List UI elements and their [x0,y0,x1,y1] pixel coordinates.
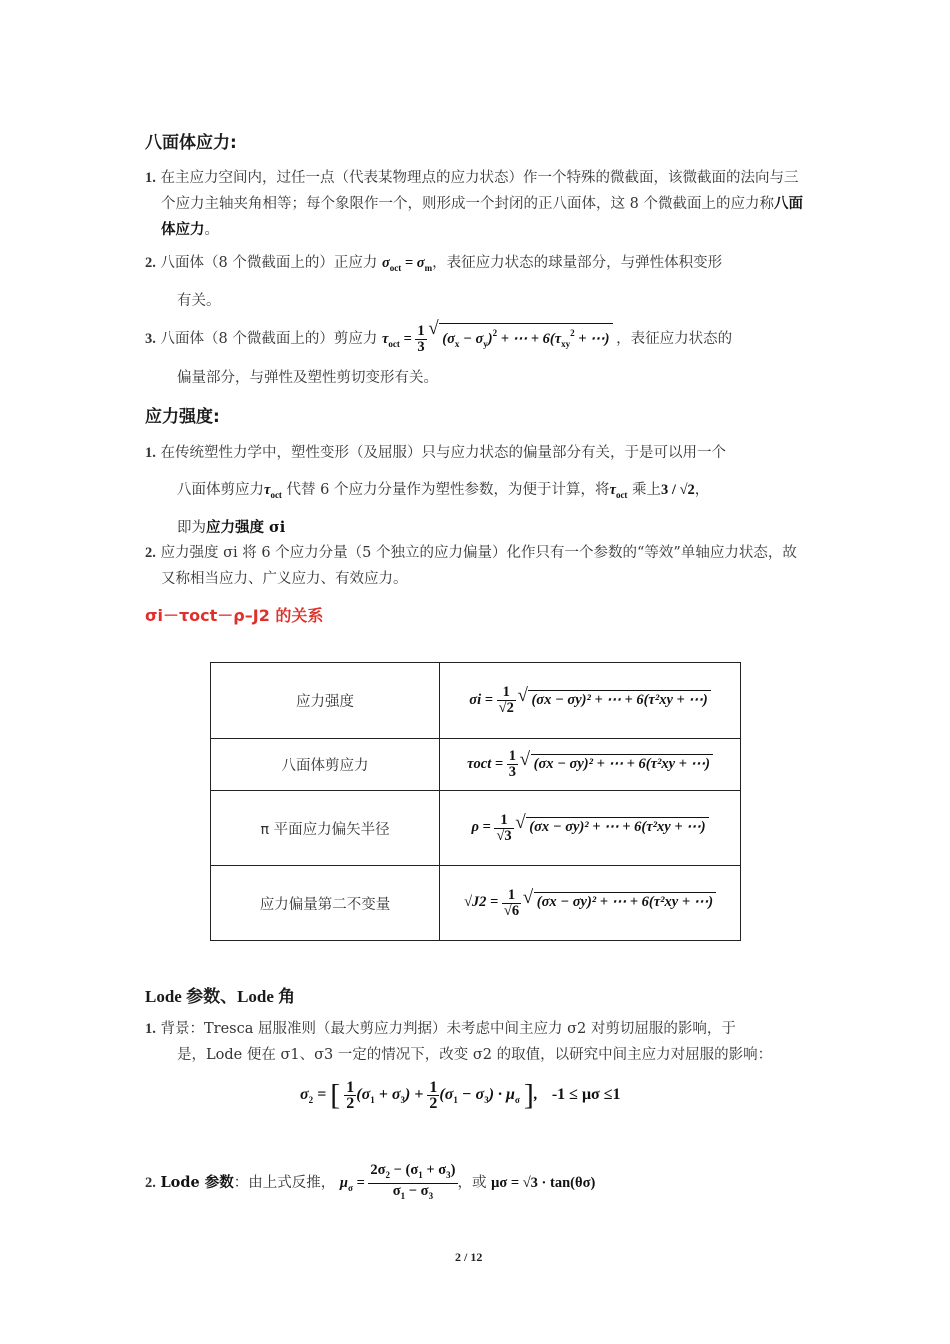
table-row [211,739,741,791]
item-text: 八面体（8 个微截面上的）剪应力 [160,331,378,347]
item-number: 1. [145,1021,156,1037]
formula-sigma2: $\sigma_2$ = [ $\frac{1}{2}$ $(\sigma_1 + \sigma_3)$ + $\frac{1}{2}$ $(\sigma_1 - \sigma_3) \cdot \mu_\sigma$ ], -1 ≤ μσ ≤1 [300,1078,621,1112]
intensity-item-2 [145,540,810,592]
row-label: 应力强度 [211,663,440,739]
octahedral-item-2 [145,250,810,281]
item-number: 3. [145,331,156,347]
coef-denominator: √3 [496,827,512,844]
intensity-item-1-line1 [145,440,810,466]
tau-oct-symbol: $\tau_{oct}$ [609,482,628,500]
radicand: √ (σx − σy)² + ⋯ + 6(τ²xy + ⋯) [528,690,710,709]
lode-item-2 [145,1163,810,1205]
octahedral-item-3-line2: 偏量部分，与弹性及塑性剪切变形有关。 [177,370,438,386]
octahedral-item-2-line2: 有关。 [177,293,221,309]
item-text: 八面体（8 个微截面上的）正应力 [160,255,378,271]
formula-lode-parameter: $\mu_\sigma$ = $\frac{2\sigma_2 - (\sigma_1 + \sigma_3)}{\sigma_1 - \sigma_3}$ [339,1162,456,1201]
intensity-item-1-line3 [177,515,285,541]
row-formula: τoct = $\frac{1}{3}$ √ (σx − σy)² + ⋯ + 6(τ²xy + ⋯) [440,739,741,791]
text-part: 八面体剪应力 [177,482,264,498]
item-after: ，表征应力状态的 [616,331,733,347]
formula-range: -1 ≤ μσ ≤1 [551,1085,621,1103]
factor-3-over-root2: 3 / √2 [661,482,695,498]
page-number: 2 / 12 [455,1250,483,1264]
coef-denominator: 3 [508,764,516,780]
row-formula: σi = $\frac{1}{√2}$ √ (σx − σy)² + ⋯ + 6(τ²xy + ⋯) [440,663,741,739]
lode-item-1-line1 [145,1016,810,1042]
octahedral-item-3 [145,322,810,361]
text-part: 乘上 [632,482,662,498]
text-part: 即为 [177,520,206,536]
item-text: 背景：Tresca 屈服准则（最大剪应力判据）未考虑中间主应力 σ2 对剪切屈服的影响，于 [160,1021,736,1037]
term-octahedral-stress: 八面体应力 [161,195,803,238]
lode-item-1-line2: 是，Lode 便在 σ1、σ3 一定的情况下，改变 σ2 的取值，以研究中间主应力对屈服的影响： [177,1047,773,1063]
item-number: 1. [145,445,156,461]
radicand: √ (σx − σy)² + ⋯ + 6(τ²xy + ⋯) [531,754,713,773]
section-title-octahedral-stress: 八面体应力: [145,133,237,153]
radicand: √ (σx − σy)² + ⋯ + 6(τ²xy + ⋯) [526,817,708,836]
term-lode-parameter: Lode 参数 [160,1173,234,1191]
row-formula: √J2 = $\frac{1}{√6}$ √ (σx − σy)² + ⋯ + 6(τ²xy + ⋯) [440,866,741,941]
item-text: 在传统塑性力学中，塑性变形（及屈服）只与应力状态的偏量部分有关，于是可以用一个 [160,445,726,461]
formula-lhs: τoct [467,755,492,772]
formula-shear-stress: $\tau_{oct}$ = $\frac{1}{3}$ √ $(\sigma_x - \sigma_y)^2$ + ⋯ + $6(\tau_{xy}^2$ + ⋯) [382,331,616,347]
formula-lode-angle: μσ = √3 · tan(θσ) [491,1174,596,1191]
row-label: 应力偏量第二不变量 [211,866,440,941]
table-row [211,791,741,866]
intensity-item-1-line2: 八面体剪应力$\tau_{oct}$ 代替 6 个应力分量作为塑性参数，为便于计算，将$\tau_{oct}$ 乘上3 / √2， [177,482,710,500]
row-formula: ρ = $\frac{1}{√3}$ √ (σx − σy)² + ⋯ + 6(τ²xy + ⋯) [440,791,741,866]
table-row [211,663,741,739]
term-stress-intensity: 应力强度 σi [206,519,286,536]
item-text: ：由上式反推， [233,1174,336,1191]
text-part: 代替 6 个应力分量作为塑性参数，为便于计算，将 [286,482,610,498]
item-end: 。 [204,222,219,238]
relation-table [210,662,741,941]
formula-lhs: σi [469,691,482,708]
text-or: ，或 [457,1174,487,1191]
row-label: π 平面应力偏矢半径 [211,791,440,866]
item-after: ，表征应力状态的球量部分，与弹性体积变形 [432,255,723,271]
radicand: √ (σx − σy)² + ⋯ + 6(τ²xy + ⋯) [534,892,716,911]
section-title-lode: Lode 参数、Lode 角 [145,987,296,1006]
formula-lhs: √J2 [463,894,487,911]
item-text: 应力强度 σi 将 6 个应力分量（5 个独立的应力偏量）化作只有一个参数的“等效”单轴应力状态，故又称相当应力、广义应力、有效应力。 [160,545,797,587]
octahedral-item-1 [145,165,810,243]
item-number: 2. [145,545,156,561]
item-text: 在主应力空间内，过任一点（代表某物理点的应力状态）作一个特殊的微截面，该微截面的法向与三个应力主轴夹角相等；每个象限作一个，则形成一个封闭的正八面体，这 8 个微截面上的应力称 [160,170,799,212]
coef-denominator: √6 [503,902,520,919]
relation-heading: σi－τoct－ρ–J2 的关系 [145,606,324,625]
row-label: 八面体剪应力 [211,739,440,791]
tau-oct-symbol: $\tau_{oct}$ [264,482,282,500]
formula-lhs: ρ [471,819,479,836]
item-number: 1. [145,170,156,186]
section-title-stress-intensity: 应力强度: [145,407,220,427]
formula-normal-stress: $\sigma_{oct} = \sigma_m$ [381,255,433,273]
table-row [211,866,741,941]
item-number: 2. [145,1174,156,1191]
item-number: 2. [145,255,156,271]
coef-denominator: √2 [498,700,514,716]
